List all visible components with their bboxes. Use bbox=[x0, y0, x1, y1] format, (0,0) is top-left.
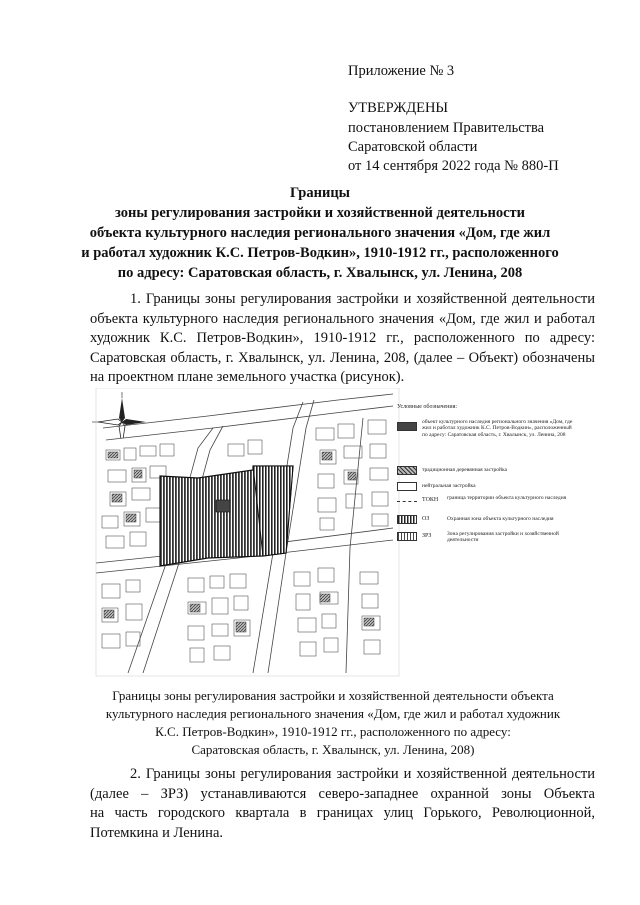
caption-line-2: культурного наследия регионального значения «Дом, где жил и работал художник bbox=[105, 706, 561, 721]
heritage-object-building bbox=[216, 500, 230, 512]
legend-swatch-wooden bbox=[397, 466, 417, 475]
legend-text-zrz: Зона регулирования застройки и хозяйственной деятельности bbox=[447, 531, 559, 544]
decree-line-2: Саратовской области bbox=[348, 139, 478, 155]
title-line-2: зоны регулирования застройки и хозяйственной деятельности bbox=[115, 205, 525, 221]
approved-label: УТВЕРЖДЕНЫ bbox=[348, 100, 449, 116]
appendix-label: Приложение № 3 bbox=[348, 63, 455, 79]
paragraph-1-line-5: на проектном плане земельного участка (рисунок). bbox=[90, 369, 405, 385]
legend-swatch-zrz bbox=[397, 532, 417, 541]
decree-line-1: постановлением Правительства bbox=[348, 120, 545, 136]
legend-swatch-neutral bbox=[397, 482, 417, 491]
paragraph-2-line-1: 2. Границы зоны регулирования застройки и хозяйственной деятельности bbox=[130, 766, 595, 782]
decree-line-3: от 14 сентября 2022 года № 880-П bbox=[348, 158, 559, 174]
caption-line-4: Саратовская область, г. Хвалынск, ул. Ленина, 208) bbox=[191, 742, 475, 757]
document-title bbox=[60, 183, 580, 283]
paragraph-2 bbox=[90, 765, 595, 843]
paragraph-1-line-4: Саратовская область, г. Хвалынск, ул. Ленина, 208, (далее – Объект) обозначены bbox=[90, 349, 595, 366]
figure-caption bbox=[88, 687, 578, 759]
title-line-5: по адресу: Саратовская область, г. Хвалынск, ул. Ленина, 208 bbox=[117, 265, 523, 281]
legend-text-wooden: традиционная деревянная застройка bbox=[422, 467, 507, 473]
legend-swatch-oz bbox=[397, 515, 417, 524]
caption-line-3: К.С. Петров-Водкин», 1910-1912 гг., расположенного по адресу: bbox=[155, 724, 511, 739]
legend-swatch-dark bbox=[397, 422, 417, 431]
paragraph-2-line-3: на часть городского квартала в границах улиц Горького, Революционной, bbox=[90, 805, 595, 821]
legend-text-tokn: граница территории объекта культурного наследия bbox=[447, 495, 567, 501]
paragraph-2-line-4: Потемкина и Ленина. bbox=[90, 824, 223, 841]
title-line-3: объекта культурного наследия регионального значения «Дом, где жил bbox=[89, 225, 551, 241]
legend-text-neutral: нейтральная застройка bbox=[422, 483, 476, 489]
paragraph-1 bbox=[90, 290, 595, 388]
legend-text-heritage-object: объект культурного наследия регионального значения «Дом, где жил и работал художник К.С. Петров-Водкин», расположенный по адресу: Саратовская область, г. Хвалынск, ул. Ленина, 208 bbox=[422, 419, 573, 438]
legend-title: Условные обозначения: bbox=[397, 404, 458, 410]
paragraph-2-line-2: (далее – ЗРЗ) устанавливаются северо-западнее охранной зоны Объекта bbox=[90, 785, 595, 802]
title-line-1: Границы bbox=[289, 185, 350, 201]
legend-code-tokn: ТОКН bbox=[422, 497, 439, 503]
site-plan-map bbox=[88, 388, 400, 678]
paragraph-1-line-2: объекта культурного наследия регионального значения «Дом, где жил и работал bbox=[90, 310, 595, 327]
paragraph-1-line-1: 1. Границы зоны регулирования застройки и хозяйственной деятельности bbox=[130, 291, 595, 307]
legend-swatch-tokn bbox=[397, 496, 417, 502]
compass-rose-icon bbox=[92, 392, 146, 446]
caption-line-1: Границы зоны регулирования застройки и хозяйственной деятельности объекта bbox=[112, 688, 554, 703]
legend-text-oz: Охранная зона объекта культурного наследия bbox=[447, 516, 554, 522]
paragraph-1-line-3: художник К.С. Петров-Водкин», 1910-1912 гг., расположенного по адресу: bbox=[90, 330, 595, 346]
legend-code-zrz: ЗРЗ bbox=[422, 533, 432, 539]
legend-code-oz: ОЗ bbox=[422, 516, 430, 522]
title-line-4: и работал художник К.С. Петров-Водкин», 1910-1912 гг., расположенного bbox=[81, 245, 559, 261]
